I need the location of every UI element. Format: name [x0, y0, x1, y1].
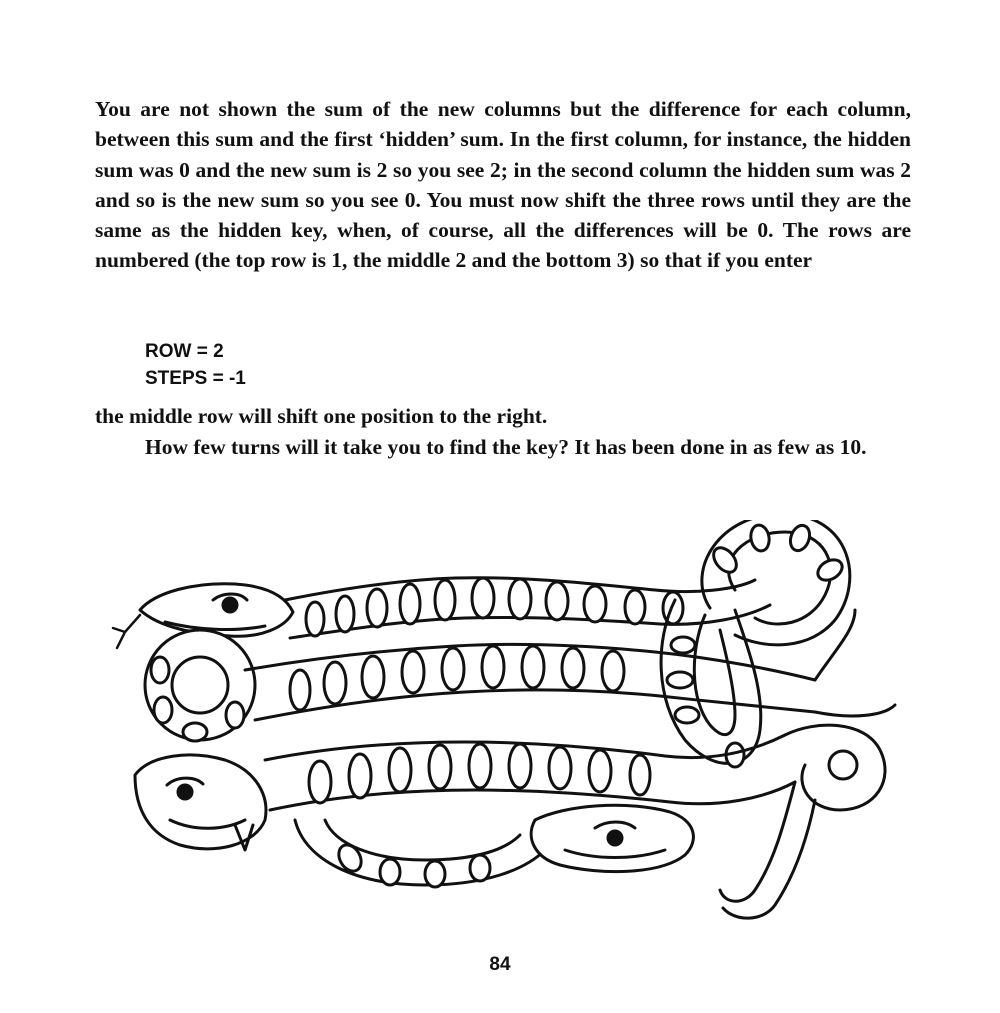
- paragraph-intro: You are not shown the sum of the new columns but the difference for each column, between this sum and the first ‘hidden’ sum. In the first column, for instance, the hidden sum was 0 and the new sum is 2 so you see 2; in the second column the hidden sum was 2 and so is the new sum so you see 0. You must now shift the three rows until they are the same as the hidden key, when, of course, all the differences will be 0. The rows are numbered (the top row is 1, the middle 2 and the bottom 3) so that if you enter: [95, 97, 911, 273]
- top-snake-icon: [113, 520, 850, 648]
- bottom-snake-icon: [135, 725, 885, 918]
- paragraph-question: How few turns will it take you to find the key? It has been done in as few as 10.: [145, 435, 867, 459]
- snakes-illustration: [95, 520, 905, 930]
- code-row-line: ROW = 2: [145, 341, 224, 362]
- paragraph-after-code: the middle row will shift one position to the right.: [95, 404, 548, 428]
- page-number: 84: [489, 954, 511, 975]
- code-steps-line: STEPS = -1: [145, 368, 246, 389]
- code-example: [145, 338, 246, 392]
